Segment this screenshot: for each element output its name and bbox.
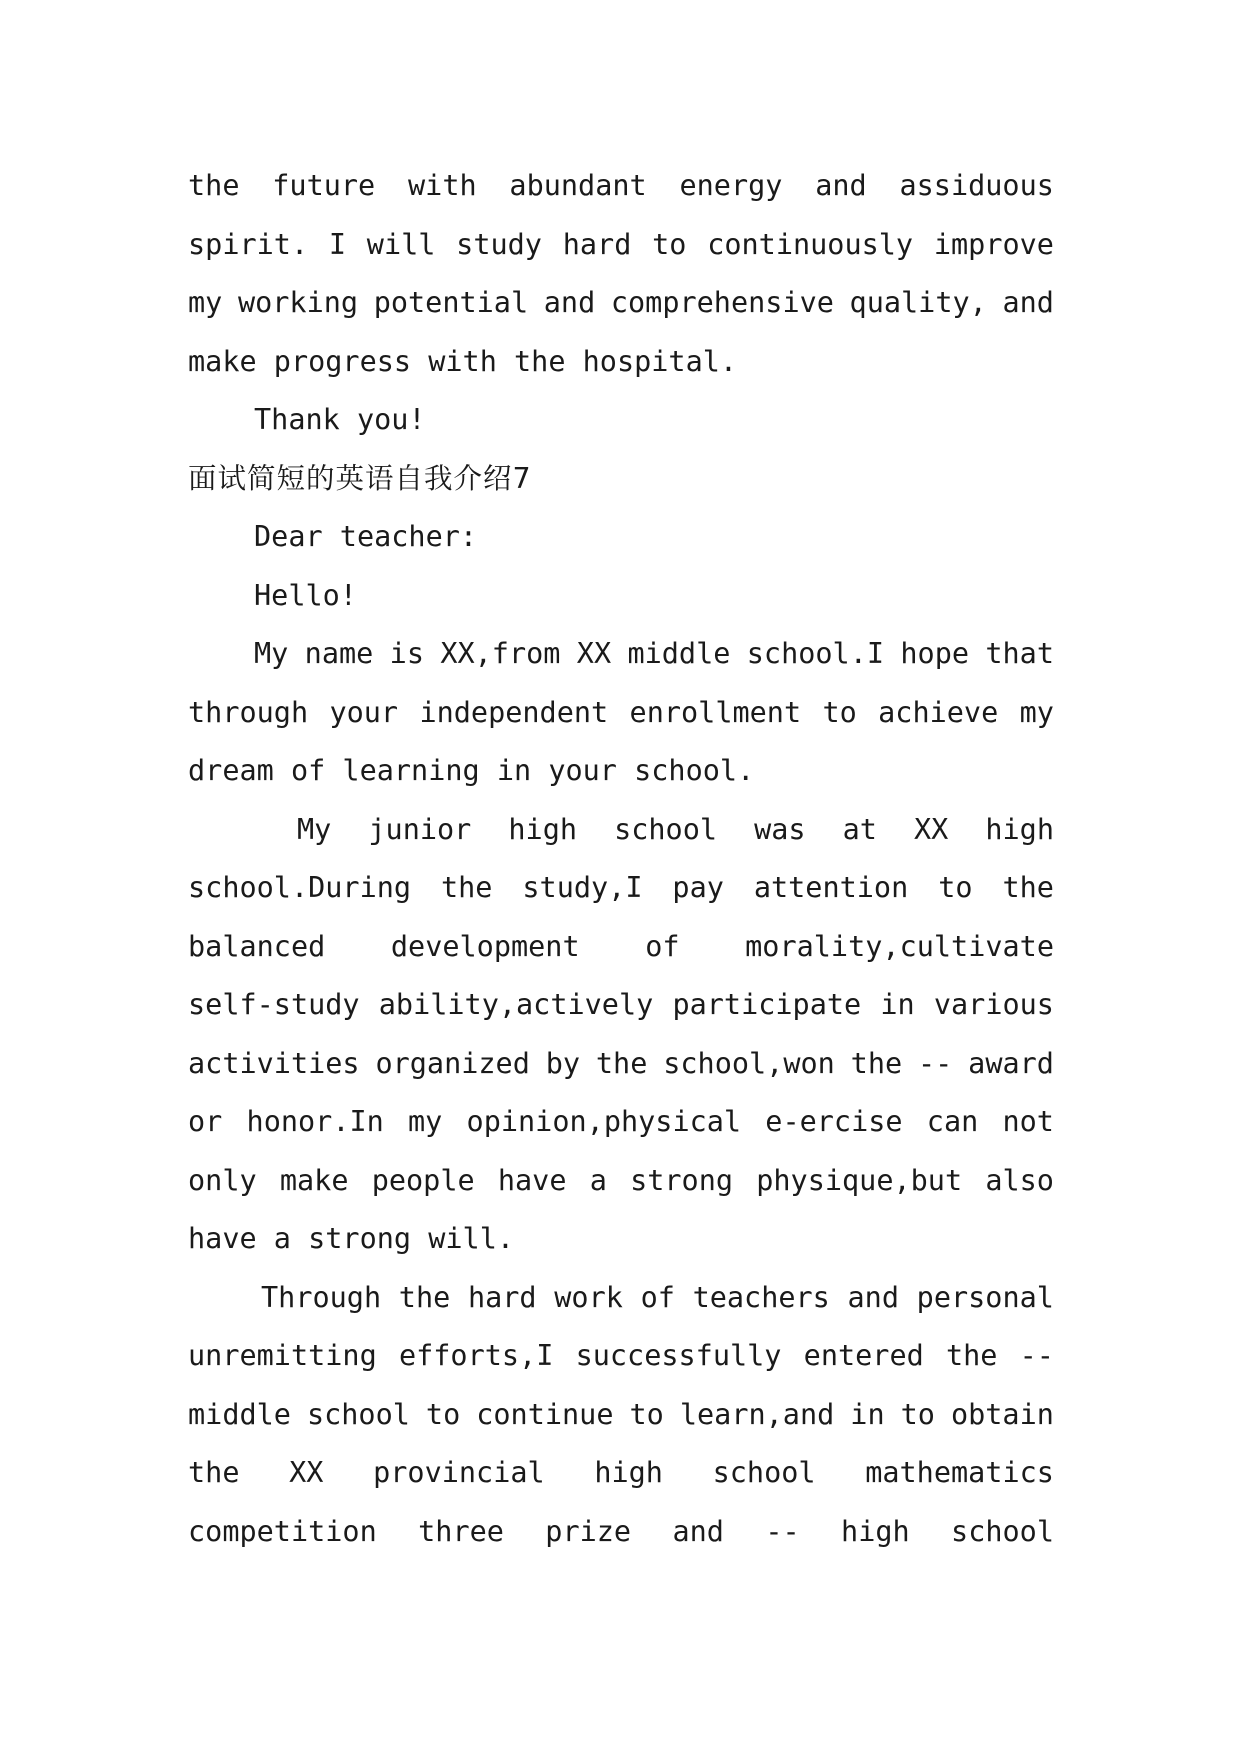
word: unremitting: [188, 1339, 377, 1372]
text-line: [188, 684, 1054, 743]
word: working: [237, 286, 359, 319]
word: school,won: [663, 1046, 835, 1080]
word: XX: [913, 812, 949, 846]
word: self-study: [188, 988, 360, 1021]
word: obtain: [950, 1397, 1054, 1431]
word: the: [595, 1046, 648, 1080]
word: can: [926, 1105, 979, 1138]
text-line: dream of learning in your school.: [188, 754, 755, 787]
word: of: [645, 929, 680, 963]
word: that: [985, 637, 1054, 670]
word: school: [614, 812, 718, 846]
word: study: [456, 227, 542, 261]
word: e-ercise: [765, 1105, 903, 1138]
word: XX,from: [440, 637, 561, 670]
word: to: [900, 1397, 935, 1431]
word: improve: [933, 227, 1054, 261]
text-line: [188, 1152, 1054, 1211]
word: middle: [627, 637, 731, 670]
text-line: [188, 1269, 1054, 1328]
word: and: [815, 169, 867, 202]
word: strong: [630, 1163, 734, 1197]
text-line: [188, 859, 1054, 918]
word: quality,: [849, 286, 987, 319]
word: development: [390, 929, 580, 963]
word: work: [554, 1280, 623, 1314]
word: my: [1019, 695, 1054, 729]
word: by: [545, 1046, 581, 1080]
word: my: [408, 1105, 443, 1138]
text-line: [188, 1503, 1054, 1562]
word: middle: [188, 1397, 291, 1431]
word: school.During: [188, 871, 412, 904]
word: school: [951, 1514, 1054, 1548]
word: my: [188, 286, 223, 319]
word: continuously: [707, 227, 914, 261]
word: school: [306, 1397, 410, 1431]
text-line: make progress with the hospital.: [188, 344, 738, 378]
word: Through: [261, 1280, 382, 1314]
word: the: [1002, 871, 1054, 904]
text-line: [188, 976, 1054, 1035]
word: My: [297, 812, 332, 846]
word: to: [938, 871, 973, 904]
word: the: [945, 1339, 998, 1372]
word: the: [440, 871, 493, 904]
body-text: [188, 157, 1054, 1561]
text-line: [188, 801, 1054, 860]
word: --: [1019, 1339, 1054, 1372]
word: and: [1002, 286, 1054, 319]
word: energy: [679, 169, 783, 202]
word: XX: [289, 1456, 324, 1489]
word: potential: [373, 286, 529, 319]
word: comprehensive: [610, 286, 834, 319]
word: participate: [672, 988, 862, 1021]
word: abundant: [509, 169, 647, 202]
text-line: [188, 216, 1054, 275]
word: is: [389, 637, 424, 670]
word: opinion,physical: [466, 1105, 742, 1138]
word: was: [754, 812, 806, 846]
word: a: [589, 1163, 607, 1197]
text-line: [188, 1093, 1054, 1152]
word: your: [329, 695, 399, 729]
word: to: [629, 1397, 664, 1431]
word: pay: [672, 871, 724, 904]
word: award: [968, 1046, 1054, 1080]
word: various: [933, 988, 1054, 1021]
text-line: [188, 918, 1054, 977]
word: learn,and: [679, 1397, 835, 1431]
word: high: [841, 1514, 910, 1548]
word: high: [594, 1456, 663, 1489]
word: junior: [368, 812, 472, 846]
text-line: [188, 1327, 1054, 1386]
word: school.I: [746, 637, 885, 670]
word: activities: [188, 1046, 360, 1080]
text-line: have a strong will.: [188, 1222, 515, 1255]
text-line: Thank you!: [254, 403, 426, 436]
word: enrollment: [629, 695, 802, 729]
word: independent: [419, 695, 609, 729]
text-line: [188, 625, 1054, 684]
word: balanced: [188, 929, 326, 963]
word: hard: [467, 1280, 537, 1314]
text-line: Dear teacher:: [254, 520, 478, 553]
word: with: [408, 169, 477, 202]
word: prize: [545, 1514, 632, 1548]
text-line: [188, 157, 1054, 216]
word: also: [985, 1163, 1054, 1197]
word: continue: [476, 1397, 614, 1431]
word: will: [366, 227, 436, 261]
word: physique,but: [756, 1163, 963, 1197]
word: three: [418, 1514, 504, 1548]
word: only: [188, 1163, 257, 1197]
word: XX: [576, 637, 612, 670]
word: name: [304, 637, 374, 670]
word: I: [328, 227, 347, 261]
word: school: [712, 1456, 816, 1489]
word: provincial: [373, 1456, 545, 1489]
word: mathematics: [865, 1456, 1054, 1489]
word: in: [850, 1397, 885, 1431]
word: honor.In: [246, 1105, 384, 1138]
text-line: [188, 274, 1054, 333]
word: the: [850, 1046, 903, 1080]
word: to: [652, 227, 687, 261]
word: personal: [916, 1280, 1054, 1314]
word: the: [398, 1280, 451, 1314]
word: or: [188, 1105, 223, 1138]
word: successfully: [575, 1339, 782, 1372]
word: not: [1002, 1105, 1054, 1138]
word: to: [425, 1397, 461, 1431]
word: have: [497, 1163, 567, 1197]
word: competition: [188, 1514, 377, 1548]
word: and: [543, 286, 596, 319]
word: organized: [375, 1046, 530, 1080]
word: the: [188, 1456, 240, 1489]
word: achieve: [878, 695, 999, 729]
word: and: [847, 1280, 899, 1314]
word: through: [188, 695, 309, 729]
word: teachers: [692, 1280, 830, 1314]
word: of: [640, 1280, 675, 1314]
word: ability,actively: [378, 988, 654, 1021]
word: My: [254, 637, 289, 670]
word: high: [985, 812, 1054, 846]
text-line: [188, 1444, 1054, 1503]
word: in: [880, 988, 915, 1021]
word: assiduous: [899, 169, 1054, 202]
section-heading: 面试简短的英语自我介绍7: [188, 461, 532, 495]
word: --: [917, 1046, 953, 1080]
word: future: [272, 169, 376, 202]
word: attention: [753, 871, 909, 904]
word: --: [765, 1514, 800, 1548]
word: and: [672, 1514, 724, 1548]
word: spirit.: [188, 227, 309, 261]
word: efforts,I: [398, 1339, 554, 1372]
word: the: [188, 169, 240, 202]
word: high: [508, 812, 578, 846]
text-line: [188, 1035, 1054, 1094]
word: people: [371, 1163, 475, 1197]
text-line: Hello!: [254, 578, 357, 612]
word: hard: [562, 227, 632, 261]
word: study,I: [522, 871, 643, 904]
word: to: [822, 695, 857, 729]
text-line: [188, 1386, 1054, 1445]
word: make: [279, 1163, 349, 1197]
word: morality,cultivate: [745, 929, 1054, 963]
word: entered: [803, 1339, 924, 1372]
word: hope: [900, 637, 970, 670]
word: at: [842, 812, 877, 846]
